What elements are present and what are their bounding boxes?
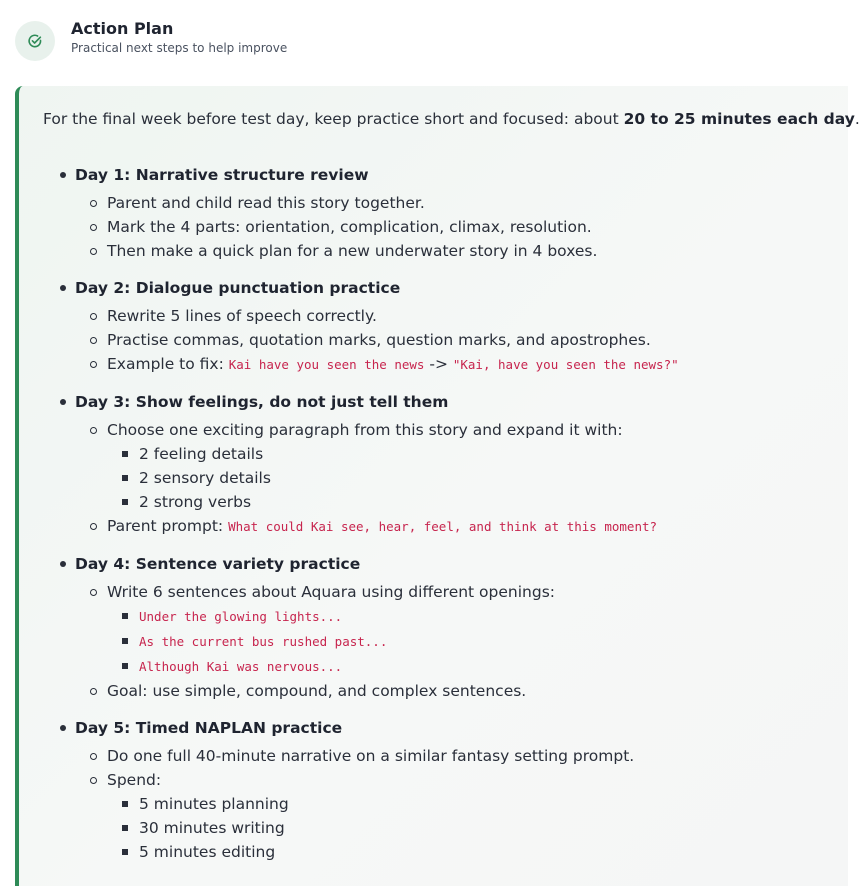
list-item: Goal: use simple, compound, and complex sentences. (75, 679, 848, 703)
nested-list-item: As the current bus rushed past... (107, 629, 848, 654)
page-title: Action Plan (71, 19, 174, 38)
list-item: Rewrite 5 lines of speech correctly. (75, 304, 848, 328)
day-3 (19, 391, 848, 539)
list-item: Spend: 5 minutes planning 30 minutes writing 5 minutes editing (75, 768, 848, 864)
day-1 (19, 164, 848, 263)
day-list (19, 164, 848, 878)
list-item: Parent and child read this story together. (75, 191, 848, 215)
day-5 (19, 717, 848, 864)
nested-list-item: 5 minutes editing (107, 840, 848, 864)
list-item: Then make a quick plan for a new underwater story in 4 boxes. (75, 239, 848, 263)
list-item: Example to fix: Kai have you seen the news -> "Kai, have you seen the news?" (75, 352, 848, 377)
nested-list-item: Under the glowing lights... (107, 604, 848, 629)
list-item: Choose one exciting paragraph from this story and expand it with: 2 feeling details 2 sensory details 2 strong verbs (75, 418, 848, 514)
intro-text: For the final week before test day, keep practice short and focused: about 20 to 25 minutes each day. (43, 110, 860, 128)
day-2 (19, 277, 848, 377)
nested-list-item: 5 minutes planning (107, 792, 848, 816)
list-item: Mark the 4 parts: orientation, complication, climax, resolution. (75, 215, 848, 239)
day-title: Day 1: Narrative structure review (75, 164, 848, 186)
nested-list-item: 2 strong verbs (107, 490, 848, 514)
nested-list-item: 30 minutes writing (107, 816, 848, 840)
list-item: Practise commas, quotation marks, question marks, and apostrophes. (75, 328, 848, 352)
day-4 (19, 553, 848, 703)
list-item: Do one full 40-minute narrative on a similar fantasy setting prompt. (75, 744, 848, 768)
list-item: Parent prompt: What could Kai see, hear, feel, and think at this moment? (75, 514, 848, 539)
nested-list-item: 2 sensory details (107, 466, 848, 490)
day-title: Day 4: Sentence variety practice (75, 553, 848, 575)
day-title: Day 3: Show feelings, do not just tell them (75, 391, 848, 413)
action-plan-card (15, 86, 860, 886)
day-title: Day 5: Timed NAPLAN practice (75, 717, 848, 739)
check-circle-icon (15, 21, 55, 61)
section-header (15, 18, 287, 61)
page-subtitle: Practical next steps to help improve (71, 41, 288, 55)
day-title: Day 2: Dialogue punctuation practice (75, 277, 848, 299)
nested-list-item: 2 feeling details (107, 442, 848, 466)
nested-list-item: Although Kai was nervous... (107, 654, 848, 679)
list-item: Write 6 sentences about Aquara using different openings: Under the glowing lights... As the current bus rushed past... Although Kai was nervous... (75, 580, 848, 679)
